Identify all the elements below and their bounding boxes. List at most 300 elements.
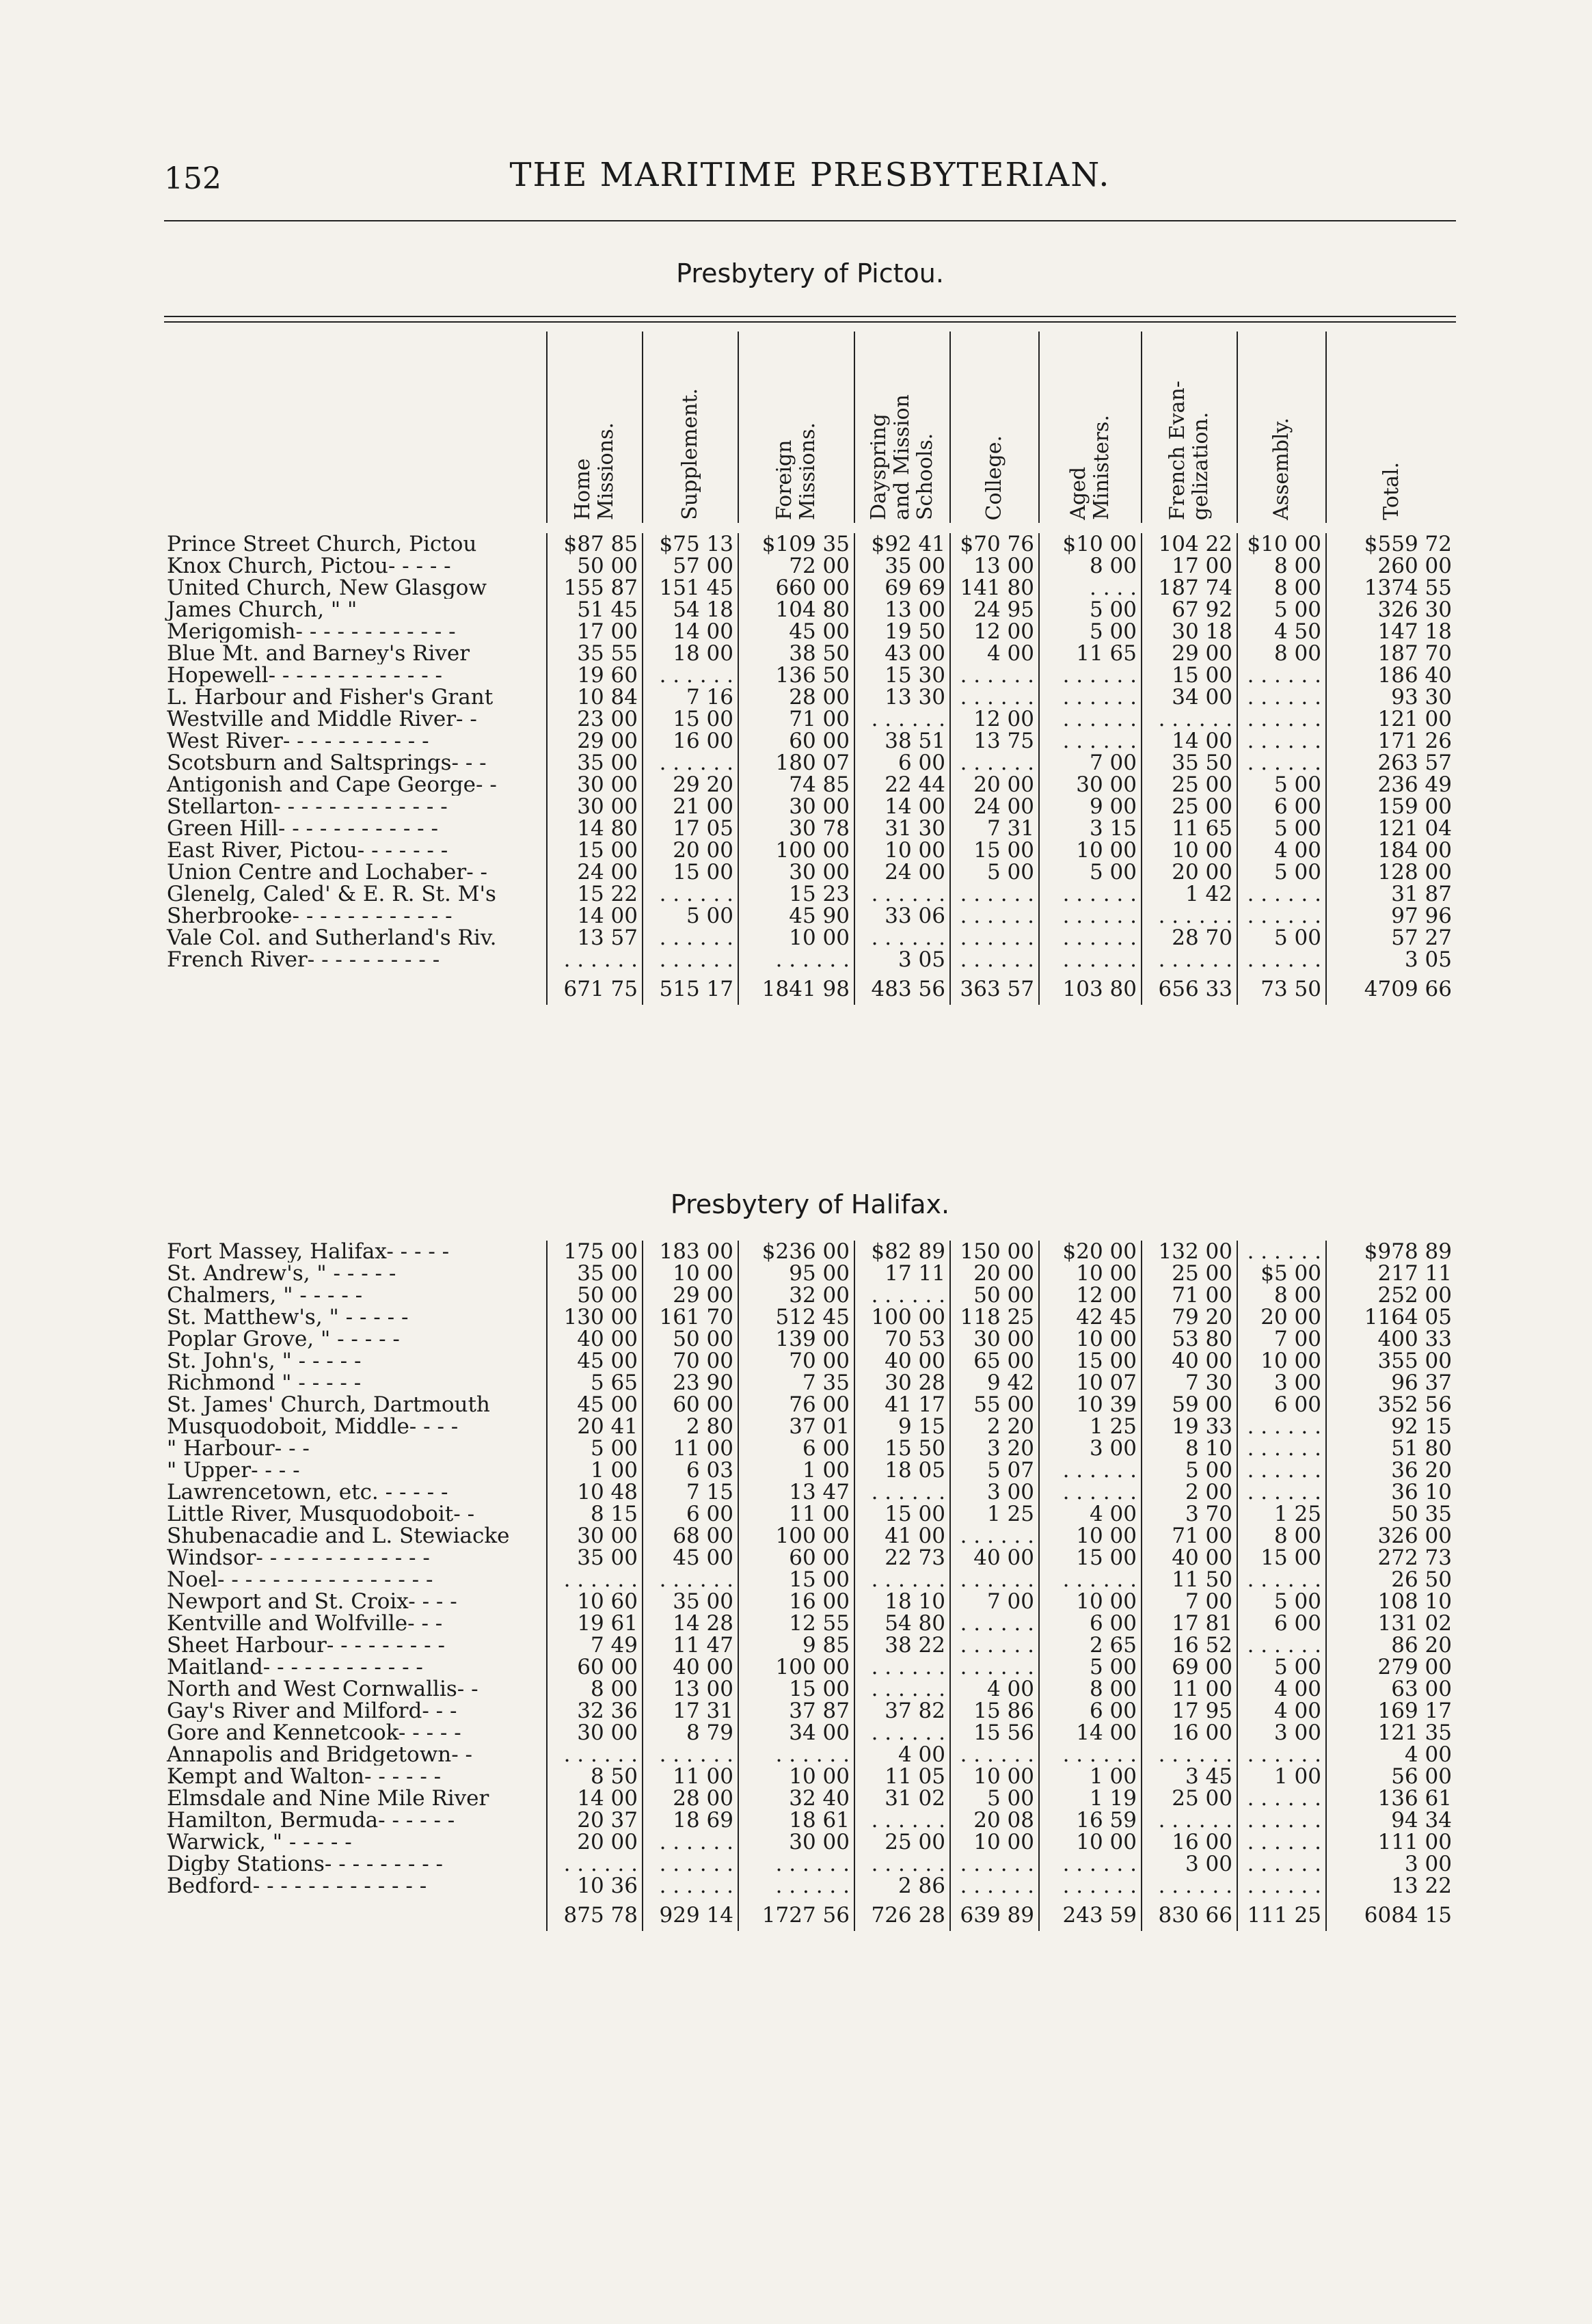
amount-cell: 8 15 — [547, 1503, 643, 1525]
table-row — [164, 905, 1456, 927]
amount-cell: 279 00 — [1326, 1656, 1456, 1678]
amount-cell: 131 02 — [1326, 1612, 1456, 1634]
congregation-name: Vale Col. and Sutherland's Riv. — [167, 927, 497, 949]
amount-cell: 9 85 — [738, 1634, 854, 1656]
amount-cell: . . . . . . — [1237, 1809, 1326, 1831]
amount-cell: . . . . . . — [1237, 1831, 1326, 1853]
amount-cell: 17 81 — [1142, 1612, 1237, 1634]
amount-cell: 30 00 — [1039, 774, 1142, 796]
amount-cell: . . . . . . — [854, 708, 950, 730]
amount-cell: 5 07 — [950, 1459, 1039, 1481]
amount-cell: 20 37 — [547, 1809, 643, 1831]
amount-cell: 10 00 — [854, 839, 950, 861]
amount-cell: 9 42 — [950, 1372, 1039, 1394]
total-cell: 4709 66 — [1326, 971, 1456, 1005]
halifax-table — [164, 1241, 1456, 1931]
amount-cell: 3 15 — [1039, 818, 1142, 839]
table-row — [164, 599, 1456, 621]
amount-cell: 36 20 — [1326, 1459, 1456, 1481]
table-row — [164, 1809, 1456, 1831]
amount-cell: 45 00 — [547, 1350, 643, 1372]
table-row — [164, 1875, 1456, 1897]
amount-cell: 40 00 — [854, 1350, 950, 1372]
congregation-name: Little River, Musquodoboit- - — [167, 1503, 475, 1525]
amount-cell: 13 22 — [1326, 1875, 1456, 1897]
congregation-name: Noel- - - - - - - - - - - - - - - - — [167, 1569, 433, 1591]
amount-cell: 40 00 — [643, 1656, 738, 1678]
total-cell: 6084 15 — [1326, 1897, 1456, 1931]
congregation-name: East River, Pictou- - - - - - - — [167, 839, 448, 861]
amount-cell: 217 11 — [1326, 1262, 1456, 1284]
amount-cell: . . . . . . — [950, 1744, 1039, 1766]
amount-cell: 8 00 — [1237, 643, 1326, 664]
amount-cell: 183 00 — [643, 1241, 738, 1262]
amount-cell: 60 00 — [738, 730, 854, 752]
amount-cell: 15 00 — [1039, 1350, 1142, 1372]
table-row — [164, 1459, 1456, 1481]
amount-cell: 96 37 — [1326, 1372, 1456, 1394]
total-cell: 1841 98 — [738, 971, 854, 1005]
amount-cell: 15 00 — [950, 839, 1039, 861]
amount-cell: 42 45 — [1039, 1306, 1142, 1328]
amount-cell: 3 00 — [1142, 1853, 1237, 1875]
page-title: THE MARITIME PRESBYTERIAN. — [509, 156, 1111, 194]
amount-cell: 10 00 — [1039, 1831, 1142, 1853]
amount-cell: 15 56 — [950, 1722, 1039, 1744]
amount-cell: 20 00 — [1142, 861, 1237, 883]
congregation-name: Bedford- - - - - - - - - - - - - — [167, 1875, 427, 1897]
amount-cell: 28 00 — [643, 1787, 738, 1809]
amount-cell: 14 28 — [643, 1612, 738, 1634]
amount-cell: 1 25 — [1237, 1503, 1326, 1525]
amount-cell: 38 50 — [738, 643, 854, 664]
amount-cell: 10 48 — [547, 1481, 643, 1503]
congregation-name: Lawrencetown, etc. - - - - - — [167, 1481, 448, 1503]
amount-cell: 8 10 — [1142, 1437, 1237, 1459]
amount-cell: . . . . . . — [1142, 1809, 1237, 1831]
table-row — [164, 643, 1456, 664]
amount-cell: 38 22 — [854, 1634, 950, 1656]
congregation-name: Merigomish- - - - - - - - - - - - — [167, 621, 456, 643]
amount-cell: . . . . . . — [738, 1744, 854, 1766]
amount-cell: 19 61 — [547, 1612, 643, 1634]
amount-cell: 86 20 — [1326, 1634, 1456, 1656]
congregation-name: Gore and Kennetcook- - - - - — [167, 1722, 461, 1744]
page-number: 152 — [164, 161, 221, 196]
amount-cell: . . . . . . — [1237, 883, 1326, 905]
amount-cell: 1 42 — [1142, 883, 1237, 905]
amount-cell: 11 00 — [1142, 1678, 1237, 1700]
amount-cell: . . . . . . — [854, 1481, 950, 1503]
congregation-name: Poplar Grove, " - - - - - — [167, 1328, 400, 1350]
amount-cell: . . . . . . — [950, 752, 1039, 774]
amount-cell: 326 00 — [1326, 1525, 1456, 1547]
amount-cell: 11 65 — [1142, 818, 1237, 839]
table-row — [164, 1700, 1456, 1722]
amount-cell: 1 25 — [1039, 1416, 1142, 1437]
amount-cell: . . . . . . — [854, 1569, 950, 1591]
amount-cell: 63 00 — [1326, 1678, 1456, 1700]
amount-cell: 4 00 — [950, 1678, 1039, 1700]
amount-cell: 6 00 — [643, 1503, 738, 1525]
amount-cell: 50 00 — [547, 555, 643, 577]
table-row — [164, 1656, 1456, 1678]
amount-cell: 30 18 — [1142, 621, 1237, 643]
congregation-name: St. Matthew's, " - - - - - — [167, 1306, 409, 1328]
amount-cell: 2 80 — [643, 1416, 738, 1437]
amount-cell: 20 00 — [643, 839, 738, 861]
table-row — [164, 1394, 1456, 1416]
amount-cell: $559 72 — [1326, 533, 1456, 555]
amount-cell: 236 49 — [1326, 774, 1456, 796]
amount-cell: 9 15 — [854, 1416, 950, 1437]
amount-cell: 72 00 — [738, 555, 854, 577]
congregation-name: Westville and Middle River- - — [167, 708, 477, 730]
amount-cell: 15 00 — [643, 708, 738, 730]
amount-cell: 4 00 — [950, 643, 1039, 664]
amount-cell: 22 73 — [854, 1547, 950, 1569]
amount-cell: 16 52 — [1142, 1634, 1237, 1656]
total-cell: 726 28 — [854, 1897, 950, 1931]
congregation-name: Maitland- - - - - - - - - - - - — [167, 1656, 423, 1678]
amount-cell: 1 00 — [738, 1459, 854, 1481]
amount-cell: 20 00 — [547, 1831, 643, 1853]
amount-cell: 5 00 — [643, 905, 738, 927]
amount-cell: 38 51 — [854, 730, 950, 752]
table-row — [164, 1328, 1456, 1350]
amount-cell: . . . . . . — [1237, 1416, 1326, 1437]
amount-cell: 37 82 — [854, 1700, 950, 1722]
amount-cell: 7 35 — [738, 1372, 854, 1394]
amount-cell: 187 74 — [1142, 577, 1237, 599]
amount-cell: . . . . . . — [1039, 730, 1142, 752]
amount-cell: . . . . . . — [738, 1853, 854, 1875]
total-cell: 111 25 — [1237, 1897, 1326, 1931]
congregation-name: Annapolis and Bridgetown- - — [167, 1744, 473, 1766]
amount-cell: 35 00 — [547, 1547, 643, 1569]
amount-cell: 121 04 — [1326, 818, 1456, 839]
amount-cell: 15 00 — [1237, 1547, 1326, 1569]
amount-cell: . . . . . . — [1142, 905, 1237, 927]
amount-cell: 50 35 — [1326, 1503, 1456, 1525]
amount-cell: 2 20 — [950, 1416, 1039, 1437]
table-row — [164, 1350, 1456, 1372]
table-row — [164, 686, 1456, 708]
table-row — [164, 796, 1456, 818]
amount-cell: 95 00 — [738, 1262, 854, 1284]
table-row — [164, 1437, 1456, 1459]
amount-cell: 40 00 — [547, 1328, 643, 1350]
amount-cell: 11 00 — [643, 1766, 738, 1787]
amount-cell: 5 00 — [547, 1437, 643, 1459]
amount-cell: 8 00 — [1237, 1525, 1326, 1547]
amount-cell: . . . . . . — [950, 927, 1039, 949]
amount-cell: 10 00 — [738, 927, 854, 949]
amount-cell: . . . . . . — [854, 1656, 950, 1678]
total-cell: 103 80 — [1039, 971, 1142, 1005]
amount-cell: 272 73 — [1326, 1547, 1456, 1569]
congregation-name: Chalmers, " - - - - - — [167, 1284, 363, 1306]
amount-cell: . . . . . . — [1237, 708, 1326, 730]
amount-cell: 14 00 — [643, 621, 738, 643]
amount-cell: 33 06 — [854, 905, 950, 927]
amount-cell: 51 80 — [1326, 1437, 1456, 1459]
amount-cell: $70 76 — [950, 533, 1039, 555]
amount-cell: 4 00 — [1039, 1503, 1142, 1525]
amount-cell: . . . . . . — [950, 1656, 1039, 1678]
total-cell: 1727 56 — [738, 1897, 854, 1931]
amount-cell: 1374 55 — [1326, 577, 1456, 599]
amount-cell: 159 00 — [1326, 796, 1456, 818]
table-row — [164, 1262, 1456, 1284]
amount-cell: 30 00 — [950, 1328, 1039, 1350]
amount-cell: 24 00 — [950, 796, 1039, 818]
col-header-assembly: Assembly. — [1269, 418, 1293, 520]
amount-cell: 19 60 — [547, 664, 643, 686]
amount-cell: 1 19 — [1039, 1787, 1142, 1809]
amount-cell: 32 36 — [547, 1700, 643, 1722]
amount-cell: 100 00 — [854, 1306, 950, 1328]
amount-cell: . . . . . . — [1237, 1459, 1326, 1481]
congregation-name: St. Andrew's, " - - - - - — [167, 1262, 396, 1284]
table-row — [164, 818, 1456, 839]
col-header-aged-ministers: Aged Ministers. — [1066, 415, 1114, 520]
amount-cell: 10 00 — [643, 1262, 738, 1284]
amount-cell: 512 45 — [738, 1306, 854, 1328]
amount-cell: 12 55 — [738, 1612, 854, 1634]
congregation-name: Knox Church, Pictou- - - - - — [167, 555, 451, 577]
amount-cell: . . . . . . — [643, 1875, 738, 1897]
amount-cell: $75 13 — [643, 533, 738, 555]
amount-cell: 54 18 — [643, 599, 738, 621]
table-row — [164, 1853, 1456, 1875]
amount-cell: 5 00 — [1237, 927, 1326, 949]
amount-cell: 26 50 — [1326, 1569, 1456, 1591]
amount-cell: 28 00 — [738, 686, 854, 708]
amount-cell: $92 41 — [854, 533, 950, 555]
table-row — [164, 1766, 1456, 1787]
amount-cell: 31 30 — [854, 818, 950, 839]
amount-cell: . . . . . . — [1237, 1853, 1326, 1875]
amount-cell: . . . . . . — [547, 1744, 643, 1766]
amount-cell: 29 20 — [643, 774, 738, 796]
amount-cell: . . . . . . — [1237, 949, 1326, 971]
amount-cell: 352 56 — [1326, 1394, 1456, 1416]
table-row — [164, 839, 1456, 861]
amount-cell: 69 69 — [854, 577, 950, 599]
amount-cell: . . . . . . — [1039, 883, 1142, 905]
amount-cell: 171 26 — [1326, 730, 1456, 752]
table-row — [164, 1306, 1456, 1328]
amount-cell: 41 00 — [854, 1525, 950, 1547]
amount-cell: $236 00 — [738, 1241, 854, 1262]
amount-cell: . . . . . . — [1237, 1875, 1326, 1897]
amount-cell: 15 00 — [738, 1678, 854, 1700]
amount-cell: 40 00 — [1142, 1350, 1237, 1372]
amount-cell: 10 07 — [1039, 1372, 1142, 1394]
amount-cell: 35 00 — [547, 752, 643, 774]
amount-cell: 6 03 — [643, 1459, 738, 1481]
amount-cell: . . . . . . — [1142, 949, 1237, 971]
amount-cell: 17 95 — [1142, 1700, 1237, 1722]
congregation-name: St. James' Church, Dartmouth — [167, 1394, 490, 1416]
amount-cell: 10 84 — [547, 686, 643, 708]
amount-cell: $82 89 — [854, 1241, 950, 1262]
amount-cell: 3 45 — [1142, 1766, 1237, 1787]
amount-cell: 13 00 — [950, 555, 1039, 577]
amount-cell: . . . . . . — [854, 1722, 950, 1744]
amount-cell: 5 00 — [950, 1787, 1039, 1809]
amount-cell: . . . . . . — [1039, 664, 1142, 686]
congregation-name: Glenelg, Caled' & E. R. St. M's — [167, 883, 496, 905]
amount-cell: . . . . . . — [1237, 1787, 1326, 1809]
amount-cell: 11 50 — [1142, 1569, 1237, 1591]
amount-cell: 3 00 — [1237, 1372, 1326, 1394]
total-cell: 656 33 — [1142, 971, 1237, 1005]
col-header-french-evangelization: French Evan- gelization. — [1165, 380, 1213, 520]
table-row — [164, 577, 1456, 599]
amount-cell: . . . . . . — [1237, 1634, 1326, 1656]
congregation-name: Fort Massey, Halifax- - - - - — [167, 1241, 450, 1262]
table-row — [164, 730, 1456, 752]
amount-cell: 60 00 — [547, 1656, 643, 1678]
amount-cell: 56 00 — [1326, 1766, 1456, 1787]
congregation-name: Hamilton, Bermuda- - - - - - — [167, 1809, 455, 1831]
amount-cell: . . . . . . — [950, 1569, 1039, 1591]
amount-cell: 141 80 — [950, 577, 1039, 599]
amount-cell: 12 00 — [950, 621, 1039, 643]
amount-cell: 180 07 — [738, 752, 854, 774]
table-row — [164, 1787, 1456, 1809]
amount-cell: . . . . . . — [1039, 1875, 1142, 1897]
amount-cell: 35 00 — [547, 1262, 643, 1284]
amount-cell: 71 00 — [1142, 1284, 1237, 1306]
amount-cell: 136 61 — [1326, 1787, 1456, 1809]
amount-cell: $87 85 — [547, 533, 643, 555]
amount-cell: 10 00 — [950, 1766, 1039, 1787]
amount-cell: . . . . . . — [950, 905, 1039, 927]
amount-cell: 40 00 — [950, 1547, 1039, 1569]
page-header — [164, 156, 1456, 211]
amount-cell: . . . . . . — [950, 949, 1039, 971]
amount-cell: 13 30 — [854, 686, 950, 708]
amount-cell: . . . . . . — [547, 1569, 643, 1591]
amount-cell: . . . . . . — [950, 1634, 1039, 1656]
amount-cell: . . . . . . — [950, 664, 1039, 686]
amount-cell: 3 00 — [1039, 1437, 1142, 1459]
amount-cell: 7 49 — [547, 1634, 643, 1656]
congregation-name: Elmsdale and Nine Mile River — [167, 1787, 489, 1809]
amount-cell: 5 00 — [1237, 599, 1326, 621]
amount-cell: 5 00 — [950, 861, 1039, 883]
table-row — [164, 1372, 1456, 1394]
amount-cell: 35 55 — [547, 643, 643, 664]
amount-cell: . . . . . . — [1237, 1481, 1326, 1503]
amount-cell: 13 57 — [547, 927, 643, 949]
amount-cell: 100 00 — [738, 1525, 854, 1547]
table-row — [164, 1569, 1456, 1591]
congregation-name: Gay's River and Milford- - - — [167, 1700, 457, 1722]
amount-cell: 3 00 — [950, 1481, 1039, 1503]
congregation-name: United Church, New Glasgow — [167, 577, 487, 599]
amount-cell: 23 00 — [547, 708, 643, 730]
amount-cell: . . . . . . — [854, 927, 950, 949]
amount-cell: 2 00 — [1142, 1481, 1237, 1503]
amount-cell: . . . . . . — [1039, 1853, 1142, 1875]
amount-cell: 184 00 — [1326, 839, 1456, 861]
amount-cell: 6 00 — [854, 752, 950, 774]
amount-cell: . . . . . . — [950, 686, 1039, 708]
amount-cell: 23 90 — [643, 1372, 738, 1394]
amount-cell: 69 00 — [1142, 1656, 1237, 1678]
amount-cell: 147 18 — [1326, 621, 1456, 643]
amount-cell: 43 00 — [854, 643, 950, 664]
amount-cell: 15 50 — [854, 1437, 950, 1459]
amount-cell: $109 35 — [738, 533, 854, 555]
amount-cell: . . . . . . — [1039, 927, 1142, 949]
amount-cell: 128 00 — [1326, 861, 1456, 883]
amount-cell: . . . . . . — [643, 664, 738, 686]
header-top-rule — [164, 316, 1456, 317]
table-row — [164, 555, 1456, 577]
section-title-pictou: Presbytery of Pictou. — [676, 258, 944, 288]
amount-cell: 20 41 — [547, 1416, 643, 1437]
total-cell: 639 89 — [950, 1897, 1039, 1931]
amount-cell: 70 00 — [643, 1350, 738, 1372]
amount-cell: 32 40 — [738, 1787, 854, 1809]
amount-cell: 16 59 — [1039, 1809, 1142, 1831]
amount-cell: 175 00 — [547, 1241, 643, 1262]
table-row — [164, 927, 1456, 949]
table-row — [164, 1591, 1456, 1612]
amount-cell: 5 00 — [1237, 861, 1326, 883]
table-row — [164, 1678, 1456, 1700]
amount-cell: 54 80 — [854, 1612, 950, 1634]
amount-cell: 93 30 — [1326, 686, 1456, 708]
amount-cell: 37 01 — [738, 1416, 854, 1437]
amount-cell: 17 00 — [547, 621, 643, 643]
amount-cell: 34 00 — [1142, 686, 1237, 708]
table-row — [164, 664, 1456, 686]
amount-cell: 30 00 — [547, 1525, 643, 1547]
amount-cell: 5 00 — [1237, 818, 1326, 839]
total-cell: 929 14 — [643, 1897, 738, 1931]
amount-cell: 186 40 — [1326, 664, 1456, 686]
amount-cell: 50 00 — [547, 1284, 643, 1306]
amount-cell: 4 00 — [1237, 1678, 1326, 1700]
amount-cell: . . . . . . — [1039, 1459, 1142, 1481]
amount-cell: 40 00 — [1142, 1547, 1237, 1569]
amount-cell: 20 00 — [950, 774, 1039, 796]
amount-cell: 24 00 — [854, 861, 950, 883]
amount-cell: 4 50 — [1237, 621, 1326, 643]
amount-cell: 11 00 — [738, 1503, 854, 1525]
amount-cell: 30 78 — [738, 818, 854, 839]
amount-cell: 50 00 — [643, 1328, 738, 1350]
amount-cell: . . . . . . — [854, 1809, 950, 1831]
amount-cell: 6 00 — [1039, 1700, 1142, 1722]
table-row — [164, 1634, 1456, 1656]
table-row — [164, 861, 1456, 883]
amount-cell: 10 36 — [547, 1875, 643, 1897]
amount-cell: 6 00 — [1237, 1394, 1326, 1416]
amount-cell: 65 00 — [950, 1350, 1039, 1372]
total-cell: 875 78 — [547, 1897, 643, 1931]
amount-cell: 14 80 — [547, 818, 643, 839]
amount-cell: 326 30 — [1326, 599, 1456, 621]
amount-cell: 70 53 — [854, 1328, 950, 1350]
amount-cell: 7 00 — [1142, 1591, 1237, 1612]
